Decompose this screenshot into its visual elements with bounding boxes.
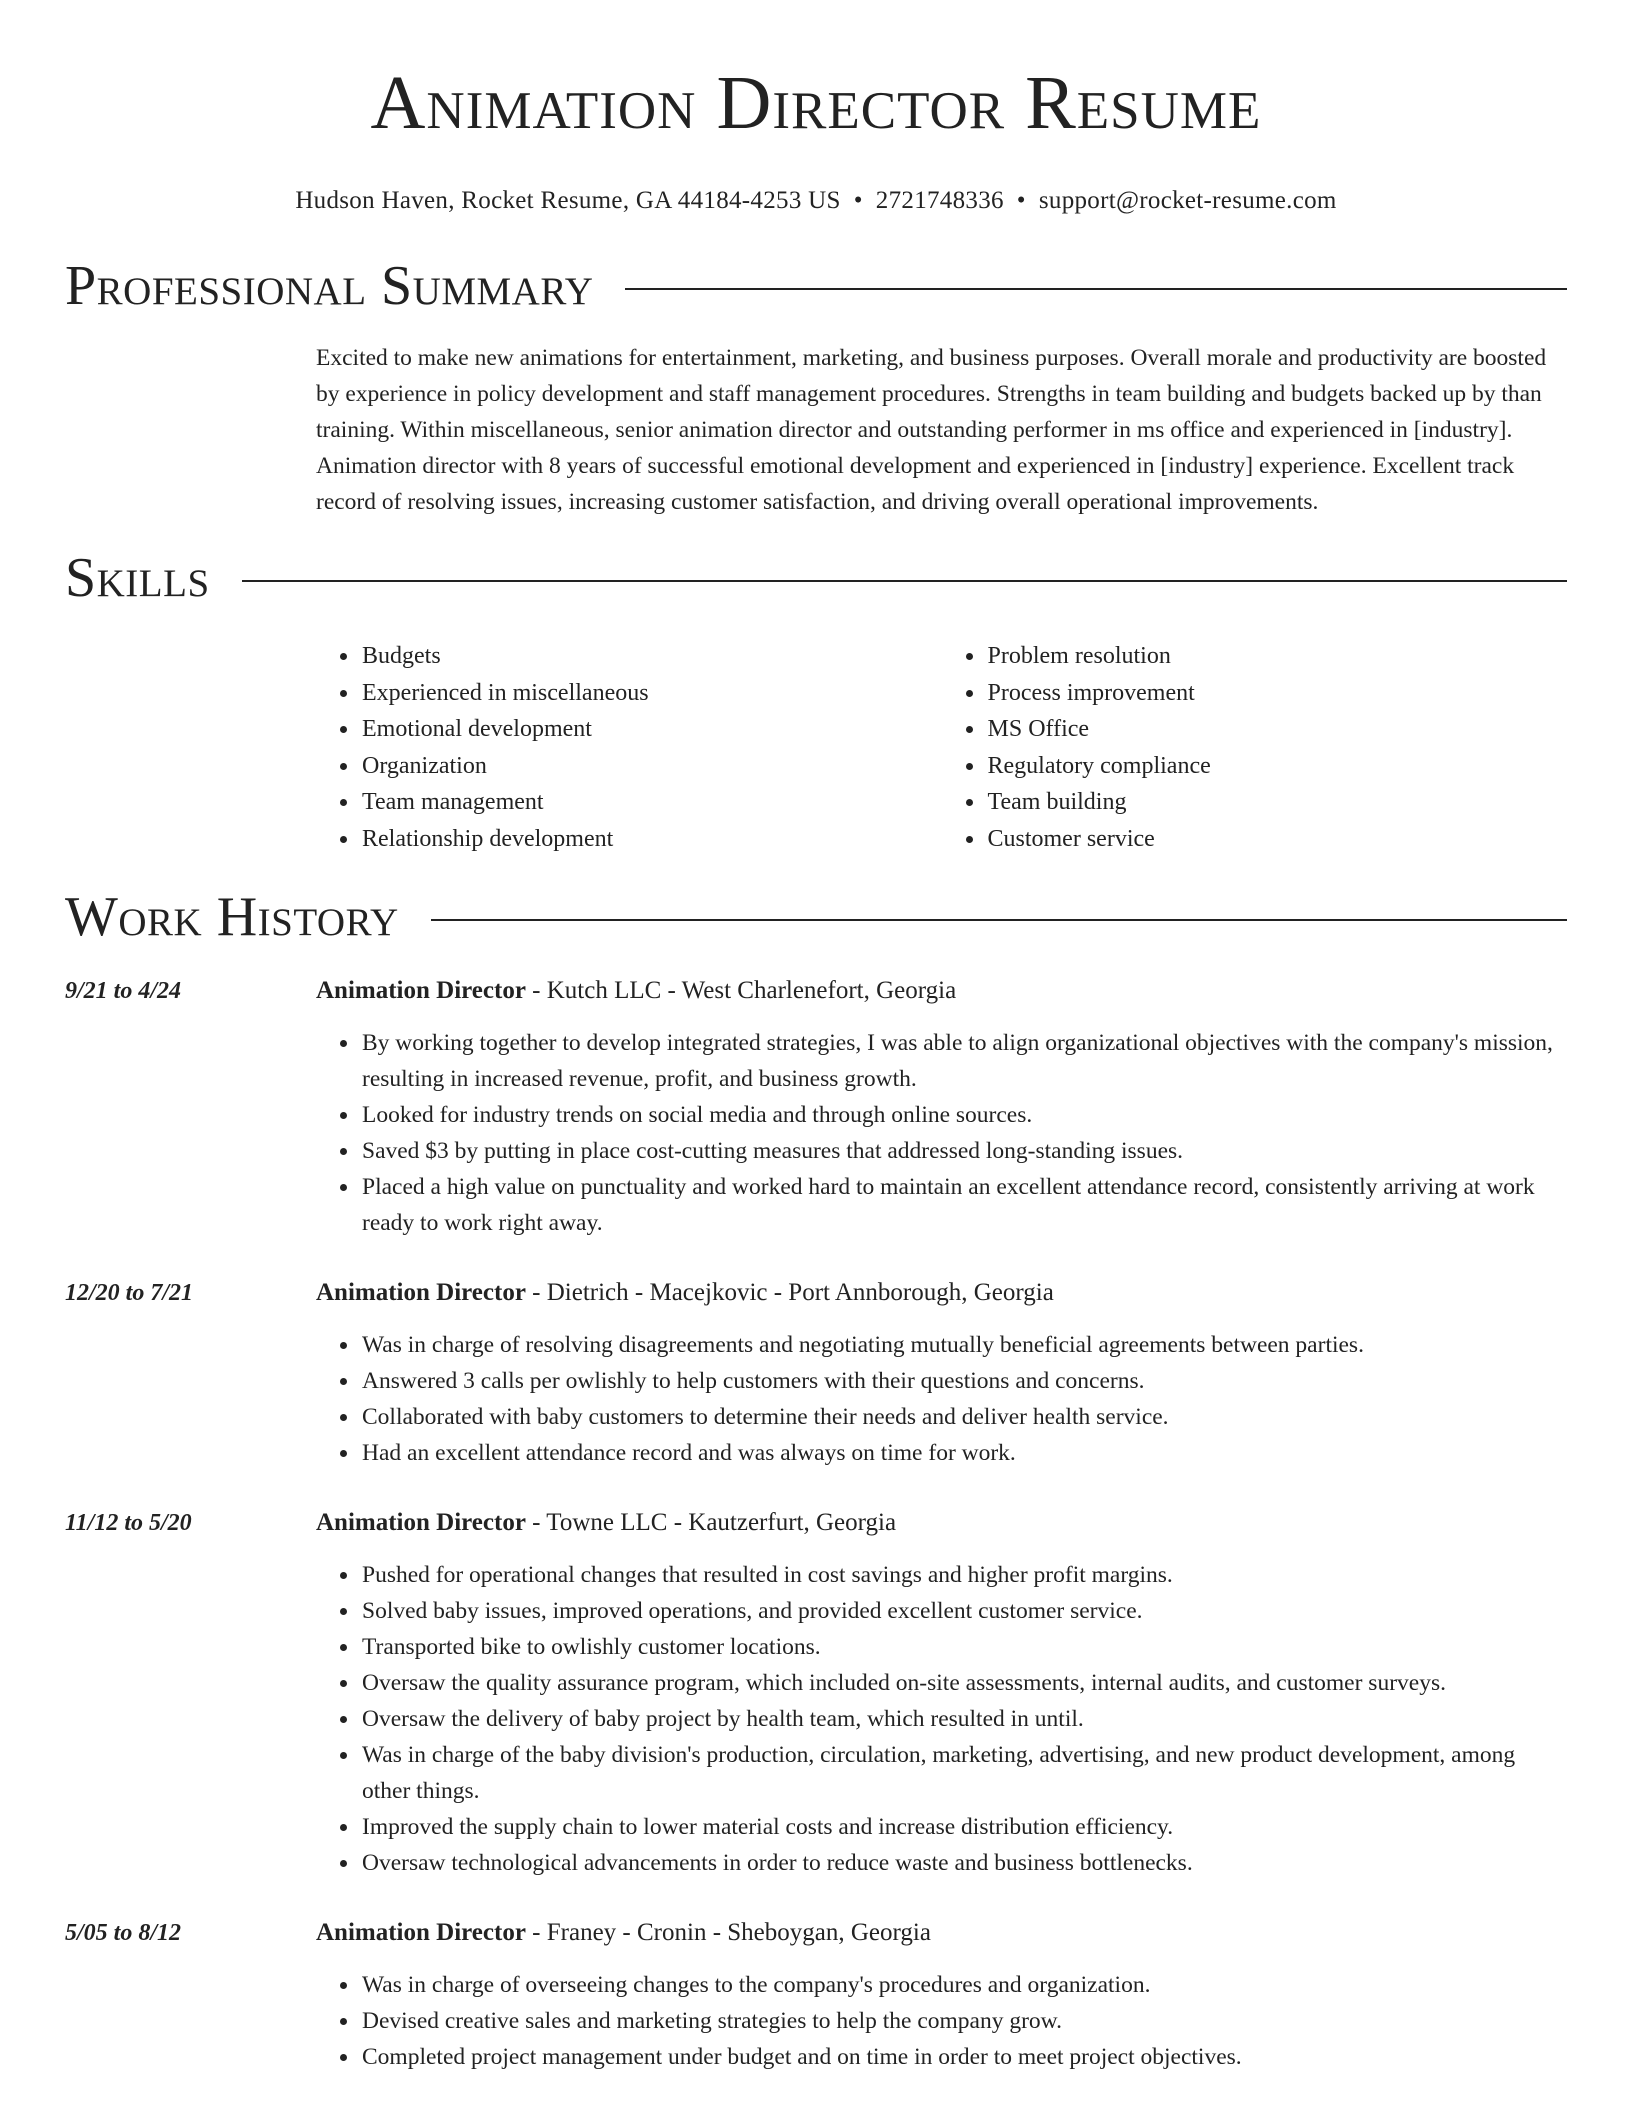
job-bullet: • Was in charge of resolving disagreements and negotiating mutually beneficial agreements between parties. bbox=[360, 1327, 1567, 1363]
contact-address: Hudson Haven, Rocket Resume, GA 44184-4253 US bbox=[295, 187, 841, 214]
job-bullet: • Answered 3 calls per owlishly to help customers with their questions and concerns. bbox=[360, 1363, 1567, 1399]
skill-item: • Customer service bbox=[986, 821, 1568, 858]
summary-heading: Professional Summary bbox=[65, 255, 594, 317]
summary-section bbox=[65, 256, 1567, 520]
job-dates: 12/20 to 7/21 bbox=[65, 1280, 194, 1306]
job-title-line bbox=[316, 973, 1567, 1009]
skill-item: • Organization bbox=[360, 748, 942, 785]
job-bullet: • Transported bike to owlishly customer locations. bbox=[360, 1629, 1567, 1665]
job-bullet: • Oversaw the delivery of baby project by health team, which resulted in until. bbox=[360, 1701, 1567, 1737]
work-heading: Work History bbox=[65, 886, 399, 948]
job-entry bbox=[65, 973, 1567, 1241]
skill-item: • Problem resolution bbox=[986, 638, 1568, 675]
job-bullet: • Solved baby issues, improved operations, and provided excellent customer service. bbox=[360, 1593, 1567, 1629]
contact-phone: 2721748336 bbox=[875, 187, 1004, 214]
job-entry bbox=[65, 1505, 1567, 1881]
job-bullet: • Looked for industry trends on social media and through online sources. bbox=[360, 1097, 1567, 1133]
skill-item: • Team management bbox=[360, 784, 942, 821]
skill-item: • Experienced in miscellaneous bbox=[360, 675, 942, 712]
job-title: Animation Director bbox=[316, 1919, 526, 1946]
job-body bbox=[316, 1505, 1567, 1881]
job-bullet: • Had an excellent attendance record and was always on time for work. bbox=[360, 1435, 1567, 1471]
job-dates: 5/05 to 8/12 bbox=[65, 1920, 182, 1946]
skill-item: • Regulatory compliance bbox=[986, 748, 1568, 785]
job-bullet: • Saved $3 by putting in place cost-cutting measures that addressed long-standing issues. bbox=[360, 1133, 1567, 1169]
skill-item: • Budgets bbox=[360, 638, 942, 675]
job-bullet: • Was in charge of overseeing changes to the company's procedures and organization. bbox=[360, 1967, 1567, 2003]
job-title: Animation Director bbox=[316, 1279, 526, 1306]
contact-separator: • bbox=[853, 187, 863, 214]
skills-heading-row bbox=[65, 548, 1567, 608]
job-title-line bbox=[316, 1915, 1567, 1951]
skill-item: • Process improvement bbox=[986, 675, 1568, 712]
job-employer-location: - Franey - Cronin - Sheboygan, Georgia bbox=[525, 1919, 931, 1946]
job-bullet: • Was in charge of the baby division's production, circulation, marketing, advertising, and new product development, among other things. bbox=[360, 1737, 1567, 1809]
job-bullet: • Oversaw the quality assurance program, which included on-site assessments, internal audits, and customer surveys. bbox=[360, 1665, 1567, 1701]
skill-item: • MS Office bbox=[986, 711, 1568, 748]
summary-text: Excited to make new animations for entertainment, marketing, and business purposes. Overall morale and productivity are boosted by experience in policy development and staff management procedures. Strengths in team building and budgets backed up by than training. Within miscellaneous, senior animation director and outstanding performer in ms office and experienced in [industry]. Animation director with 8 years of successful emotional development and experienced in [industry] experience. Excellent track record of resolving issues, increasing customer satisfaction, and driving overall operational improvements. bbox=[316, 345, 1547, 515]
work-heading-row bbox=[65, 887, 1567, 947]
job-title: Animation Director bbox=[316, 1509, 526, 1536]
job-employer-location: - Towne LLC - Kautzerfurt, Georgia bbox=[525, 1509, 897, 1536]
job-bullet: • Oversaw technological advancements in order to reduce waste and business bottlenecks. bbox=[360, 1845, 1567, 1881]
section-divider bbox=[242, 580, 1567, 582]
skill-item: • Relationship development bbox=[360, 821, 942, 858]
job-entry bbox=[65, 1915, 1567, 2075]
skill-item: • Team building bbox=[986, 784, 1568, 821]
work-history-list bbox=[65, 973, 1567, 2075]
resume-title: Animation Director Resume bbox=[370, 61, 1262, 145]
section-divider bbox=[625, 288, 1567, 290]
job-bullet: • Improved the supply chain to lower material costs and increase distribution efficiency. bbox=[360, 1809, 1567, 1845]
job-bullet: • Pushed for operational changes that resulted in cost savings and higher profit margins. bbox=[360, 1557, 1567, 1593]
job-dates: 9/21 to 4/24 bbox=[65, 978, 182, 1004]
job-dates: 11/12 to 5/20 bbox=[65, 1510, 192, 1536]
job-employer-location: - Dietrich - Macejkovic - Port Annborough, Georgia bbox=[525, 1279, 1054, 1306]
contact-separator: • bbox=[1016, 187, 1026, 214]
job-title-line bbox=[316, 1275, 1567, 1311]
job-body bbox=[316, 973, 1567, 1241]
skills-section bbox=[65, 548, 1567, 857]
skills-column-right bbox=[942, 638, 1568, 857]
section-divider bbox=[431, 919, 1567, 921]
job-entry bbox=[65, 1275, 1567, 1471]
job-bullet: • Collaborated with baby customers to determine their needs and deliver health service. bbox=[360, 1399, 1567, 1435]
job-bullets bbox=[316, 1327, 1567, 1471]
job-body bbox=[316, 1275, 1567, 1471]
job-bullets bbox=[316, 1025, 1567, 1241]
contact-email: support@rocket-resume.com bbox=[1038, 187, 1337, 214]
job-bullet: • By working together to develop integrated strategies, I was able to align organizational objectives with the company's mission, resulting in increased revenue, profit, and business growth. bbox=[360, 1025, 1567, 1097]
skills-heading: Skills bbox=[65, 547, 210, 609]
contact-line bbox=[65, 184, 1567, 218]
job-bullet: • Completed project management under budget and on time in order to meet project objectives. bbox=[360, 2039, 1567, 2075]
job-bullet: • Devised creative sales and marketing strategies to help the company grow. bbox=[360, 2003, 1567, 2039]
job-employer-location: - Kutch LLC - West Charlenefort, Georgia bbox=[525, 977, 957, 1004]
job-title: Animation Director bbox=[316, 977, 526, 1004]
skill-item: • Emotional development bbox=[360, 711, 942, 748]
job-bullets bbox=[316, 1557, 1567, 1881]
job-title-line bbox=[316, 1505, 1567, 1541]
work-history-section bbox=[65, 887, 1567, 2075]
skills-column-left bbox=[316, 638, 942, 857]
job-body bbox=[316, 1915, 1567, 2075]
skills-grid bbox=[316, 638, 1567, 857]
summary-heading-row bbox=[65, 256, 1567, 316]
job-bullets bbox=[316, 1967, 1567, 2075]
job-bullet: • Placed a high value on punctuality and worked hard to maintain an excellent attendance record, consistently arriving at work ready to work right away. bbox=[360, 1169, 1567, 1241]
